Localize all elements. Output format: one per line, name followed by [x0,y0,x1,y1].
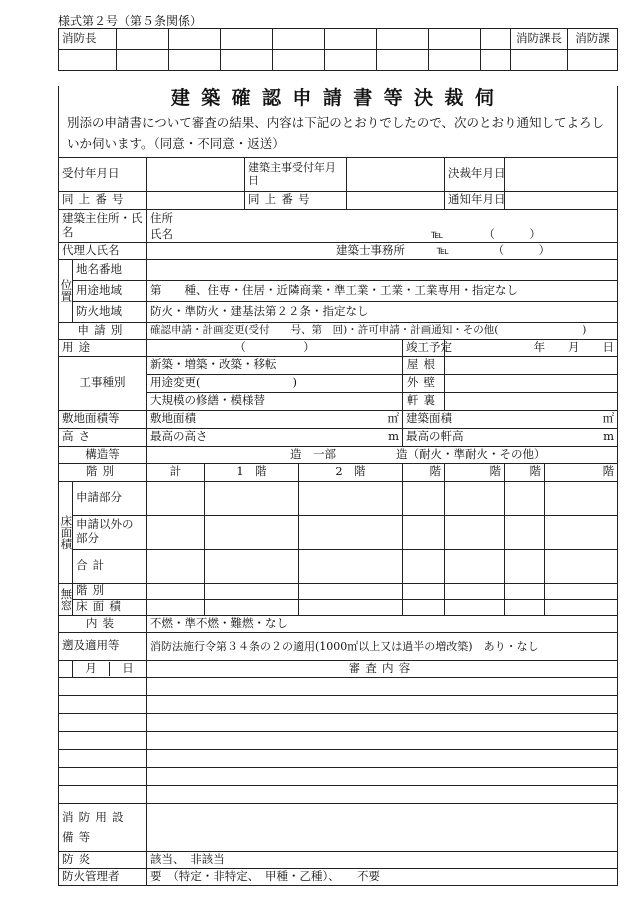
section-chief-label: 消防課長 [511,29,568,50]
application-type-value: 確認申請・計画変更(受付 号、第 回)・許可申請・計画通知・その他( ) [147,322,618,339]
floor-3-header: 階 [403,463,445,481]
flame-label: 防炎 [59,851,147,868]
section-label: 消防課 [568,29,618,50]
work-type-label: 工事種別 [59,356,147,410]
other-part-label: 申請以外の部分 [73,515,147,549]
lot-label: 地名番地 [73,259,147,280]
apply-part-label: 申請部分 [73,481,147,515]
floor-2-header: 2 階 [299,463,403,481]
day-header: 日 [122,660,134,675]
tel-label: ℡ [431,226,444,241]
intro-text: 別添の申請書について審査の結果、内容は下記のとおりでしたので、次のとおり通知してよろしいか伺います。（同意・不同意・返送） [59,110,618,157]
eaves-label: 軒裏 [403,392,445,410]
max-height-unit: m [388,429,399,444]
max-eave-unit: m [603,429,615,444]
floor-header-label: 階別 [59,463,147,481]
interior-label: 内装 [59,615,147,632]
interior-value: 不燃・準不燃・難燃・なし [147,615,618,632]
work-option-3: 大規模の修繕・模様替 [147,392,403,410]
height-group-label: 高さ [59,428,147,446]
outer-wall-label: 外壁 [403,374,445,392]
agent-label: 代理人氏名 [59,242,147,259]
work-option-2: 用途変更( ) [147,374,403,392]
month-header: 月 [73,662,110,676]
fire-zone-value: 防火・準防火・建基法第２２条・指定なし [147,301,618,322]
zoning-value: 第 種、住専・住居・近隣商業・準工業・工業・工業専用・指定なし [147,280,618,301]
name-label: 氏名 [150,226,173,241]
approval-stamp-table [58,28,618,71]
location-label: 位置 [59,259,73,322]
review-header: 審査内容 [147,660,618,677]
receipt-date-label: 受付年月日 [59,157,147,191]
tel-paren-2: （ ） [492,242,551,257]
max-eave-label: 最高の軒高 [406,429,464,444]
retro-value: 消防法施行令第３４条の２の適用(1000㎡以上又は過半の増改築) あり・なし [147,632,618,660]
architect-receipt-label: 建築主事受付年月日 [245,157,347,191]
work-option-1: 新築・増築・改築・移転 [147,356,403,374]
fire-manager-label: 防火管理者 [59,868,147,885]
use-label: 用途 [59,339,147,356]
structure-value: 造 一部 [290,446,336,461]
fire-equip-label: 消防用設備等 [59,803,147,851]
roof-label: 屋根 [403,356,445,374]
floor-6-header: 階 [545,463,618,481]
fire-manager-value: 要 （特定・非特定、 甲種・乙種）、 不要 [147,868,618,885]
completion-ymd: 年 月 日 [445,339,618,356]
office-label: 建築士事務所 [336,242,405,257]
building-area-label: 建築面積 [406,411,452,426]
retro-label: 遡及適用等 [59,632,147,660]
max-height-label: 最高の高さ [150,429,208,444]
structure-label: 構造等 [59,446,147,463]
page-title: 建築確認申請書等決裁伺 [59,86,618,110]
floor-5-header: 階 [505,463,545,481]
tel-label-2: ℡ [436,242,450,257]
completion-label: 竣工予定 [403,339,445,356]
floor-4-header: 階 [445,463,505,481]
same-number-label-2: 同上番号 [245,191,347,209]
windowless-area-label: 床面積 [73,599,147,615]
use-paren: （ ） [147,339,403,356]
chief-label: 消防長 [59,29,117,50]
site-area-unit: ㎡ [387,411,399,426]
site-area-group-label: 敷地面積等 [59,410,147,428]
owner-label: 建築主住所・氏名 [59,209,147,242]
windowless-group-label: 無窓 [59,583,73,615]
floor-1-header: 1 階 [205,463,299,481]
sum-label: 合計 [73,549,147,583]
tel-paren: （ ） [483,226,541,241]
floor-area-group-label: 床面積 [59,481,73,583]
application-type-label: 申請別 [59,322,147,339]
site-area-label: 敷地面積 [150,411,196,426]
structure-value-2: 造（耐火・準耐火・その他） [396,446,546,461]
windowless-floor-label: 階別 [73,583,147,599]
fire-zone-label: 防火地域 [73,301,147,322]
decision-date-label: 決裁年月日 [445,157,505,191]
same-number-label: 同上番号 [59,191,147,209]
address-label: 住所 [150,210,173,225]
zoning-label: 用途地域 [73,280,147,301]
notice-date-label: 通知年月日 [445,191,505,209]
building-area-unit: ㎡ [602,411,615,426]
total-header: 計 [147,463,205,481]
flame-value: 該当、 非該当 [147,851,618,868]
form-label: 様式第２号（第５条関係） [58,14,203,28]
main-form-table [58,86,618,886]
